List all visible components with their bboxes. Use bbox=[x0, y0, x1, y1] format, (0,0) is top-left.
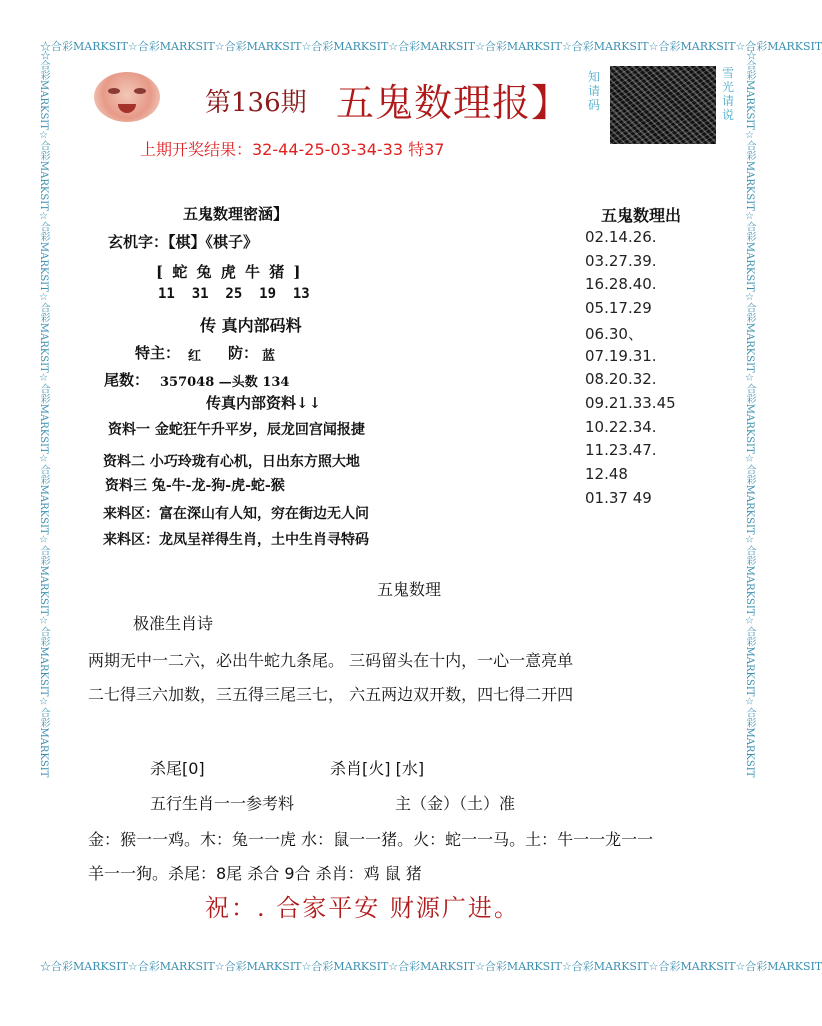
section-title: 五鬼数理 bbox=[377, 580, 442, 599]
poem-line-2: 二七得三六加数，三五得三尾三七， 六五两边双开数，四七得二开四 bbox=[88, 685, 574, 704]
face-logo-icon bbox=[94, 72, 160, 122]
border-bottom: ☆合彩MARKSIT☆合彩MARKSIT☆合彩MARKSIT☆合彩MARKSIT☆合彩MARKSIT☆合彩MARKSIT☆合彩MARKSIT☆合彩MARKSIT☆合彩MARKSIT bbox=[40, 960, 822, 973]
guard-label: 防： bbox=[228, 344, 259, 362]
poem-line-1: 两期无中一二六，必出牛蛇九条尾。 三码留头在十内，一心一意亮单 bbox=[88, 651, 574, 670]
right-heading: 五鬼数理出 bbox=[601, 206, 682, 225]
kill-tail: 杀尾[0] bbox=[150, 759, 205, 778]
number-row: 09.21.33.45 bbox=[585, 393, 676, 412]
qr-code-icon bbox=[610, 66, 716, 144]
elements-line-1: 金：猴一一鸡。木：兔一一虎 水：鼠一一猪。火：蛇一一马。土：牛一一龙一一 bbox=[88, 830, 654, 849]
guard-value: 蓝 bbox=[262, 349, 276, 364]
number-row: 07.19.31. bbox=[585, 346, 657, 365]
zodiac-list: [ 蛇 兔 虎 牛 猪 ] bbox=[156, 263, 301, 281]
number-row: 11.23.47. bbox=[585, 441, 657, 460]
side-text-left: 知 请 码 bbox=[588, 70, 601, 112]
source-1: 来料区：富在深山有人知，穷在街边无人问 bbox=[103, 506, 369, 522]
zodiac-numbers: 11 31 25 19 13 bbox=[158, 286, 310, 302]
issue-number: 第136期 bbox=[205, 88, 307, 118]
elements-line-2: 羊一一狗。杀尾：8尾 杀合 9合 杀肖：鸡 鼠 猪 bbox=[88, 864, 422, 883]
poem-title: 极准生肖诗 bbox=[133, 614, 214, 633]
tail-value: 357048 —头数 134 bbox=[160, 375, 290, 390]
number-row: 03.27.39. bbox=[585, 251, 657, 270]
border-left: ☆合彩MARKSIT☆合彩MARKSIT☆合彩MARKSIT☆合彩MARKSIT☆合彩MARKSIT☆合彩MARKSIT☆合彩MARKSIT☆合彩MARKSIT☆合彩MARKSIT bbox=[38, 50, 49, 778]
border-top: ☆合彩MARKSIT☆合彩MARKSIT☆合彩MARKSIT☆合彩MARKSIT☆合彩MARKSIT☆合彩MARKSIT☆合彩MARKSIT☆合彩MARKSIT☆合彩MARKSIT bbox=[40, 40, 822, 53]
number-row: 10.22.34. bbox=[585, 417, 657, 436]
number-row: 05.17.29 bbox=[585, 299, 652, 318]
number-row: 08.20.32. bbox=[585, 370, 657, 389]
tail-label: 尾数： bbox=[104, 371, 150, 389]
side-text-right: 雪 光 请 说 bbox=[722, 66, 735, 122]
info-1: 资料一 金蛇狂午升平岁，辰龙回宫闻报捷 bbox=[108, 422, 365, 438]
number-row: 01.37 49 bbox=[585, 488, 652, 507]
number-row: 02.14.26. bbox=[585, 228, 657, 246]
source-2: 来料区：龙凤呈祥得生肖，土中生肖寻特码 bbox=[103, 532, 369, 548]
number-row: 06.30、 bbox=[585, 324, 643, 343]
fax-info-heading: 传真内部资料↓↓ bbox=[206, 394, 322, 412]
number-row: 16.28.40. bbox=[585, 275, 657, 294]
special-value: 红 bbox=[188, 349, 202, 364]
main-element: 主（金）（土）准 bbox=[395, 794, 516, 813]
special-label: 特主： bbox=[135, 344, 181, 362]
xuanji-text: 玄机字：【棋】《棋子》 bbox=[108, 233, 259, 251]
number-row: 12.48 bbox=[585, 465, 628, 483]
info-3: 资料三 兔-牛-龙-狗-虎-蛇-猴 bbox=[105, 478, 285, 494]
blessing: 祝：. 合家平安 财源广进。 bbox=[205, 894, 520, 922]
info-2: 资料二 小巧玲珑有心机，日出东方照大地 bbox=[103, 454, 360, 470]
left-heading: 五鬼数理密涵】 bbox=[183, 205, 289, 223]
fax-heading: 传 真内部码料 bbox=[200, 316, 302, 335]
kill-zodiac: 杀肖[火] [水] bbox=[330, 759, 425, 778]
five-elements-title: 五行生肖一一参考料 bbox=[150, 794, 295, 813]
border-right: ☆合彩MARKSIT☆合彩MARKSIT☆合彩MARKSIT☆合彩MARKSIT☆合彩MARKSIT☆合彩MARKSIT☆合彩MARKSIT☆合彩MARKSIT☆合彩MARKSIT bbox=[744, 50, 755, 778]
page-title: 五鬼数理报】 bbox=[336, 81, 571, 125]
last-result: 上期开奖结果：32-44-25-03-34-33 特37 bbox=[140, 140, 445, 159]
